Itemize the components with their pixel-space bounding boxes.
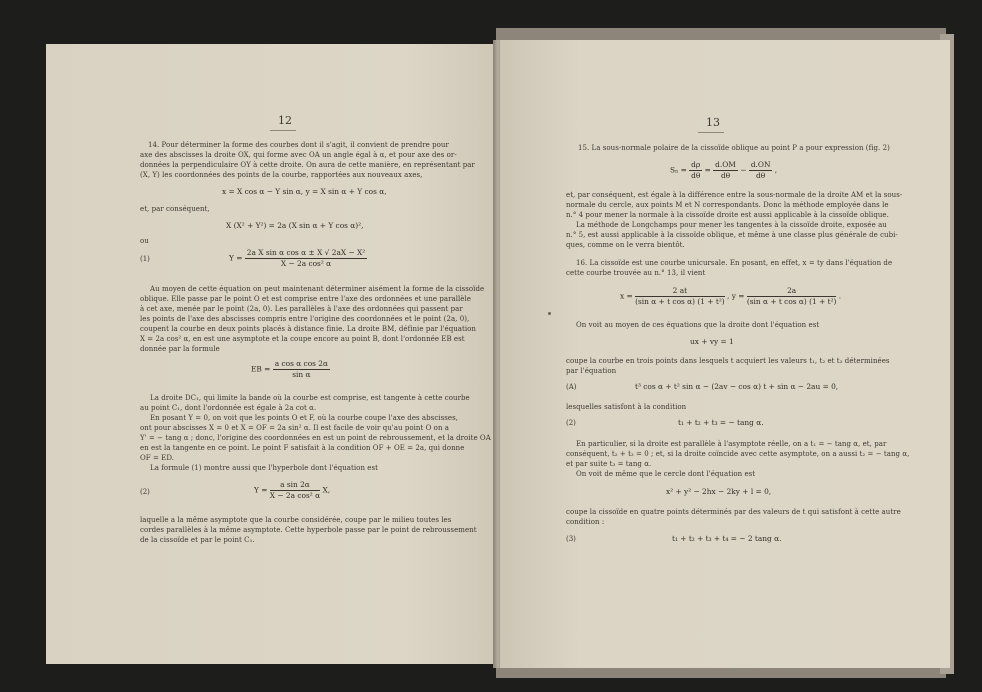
paragraph-line: cette courbe trouvée au n.° 13, il vient xyxy=(566,269,706,277)
equation-number-1: (1) xyxy=(140,255,150,263)
ink-spot xyxy=(548,312,551,315)
text-ou: ou xyxy=(140,237,149,245)
paragraph-line: ont pour abscisses X = 0 et X = OF = 2a sin² α. Il est facile de voir qu'au point O on a xyxy=(140,424,449,432)
page-number-left: 12 xyxy=(278,114,292,127)
paragraph-line: X = 2a cos² α, en est une asymptote et la coupe encore au point B, dont l'ordonnée EB est xyxy=(140,335,465,343)
paragraph-line: de la cissoïde et par le point C₁. xyxy=(140,536,255,544)
right-page xyxy=(500,40,950,668)
paragraph-line: et par suite t₃ = tang α. xyxy=(566,460,652,468)
paragraph-line: En particulier, si la droite est parallèle à l'asymptote réelle, on a t₁ = − tang α, et, par xyxy=(576,440,887,448)
equation-number-3: (3) xyxy=(566,535,576,543)
paragraph-line: les points de l'axe des abscisses compris entre l'origine des coordonnées et le point (2a, 0), xyxy=(140,315,470,323)
equation-cubic: X (X² + Y²) = 2a (X sin α + Y cos α)², xyxy=(226,221,364,230)
paragraph-line: n.° 4 pour mener la normale à la cissoïde droite est aussi applicable à la cissoïde oblique. xyxy=(566,211,889,219)
left-page xyxy=(46,44,496,664)
paragraph-line: La droite DC₁, qui limite la bande où la courbe est comprise, est tangente à cette courbe xyxy=(150,394,470,402)
paragraph-line: par l'équation xyxy=(566,367,617,375)
paragraph-line: à cet axe, menée par le point (2a, 0). Les parallèles à l'axe des ordonnées qui passent par xyxy=(140,305,463,313)
page-number-right: 13 xyxy=(706,116,720,129)
equation-line: ux + vy = 1 xyxy=(690,337,734,346)
paragraph-line: laquelle a la même asymptote que la courbe considérée, coupe par le milieu toutes les xyxy=(140,516,452,524)
paragraph-line: En posant Y = 0, on voit que les points O et F, où la courbe coupe l'axe des abscisses, xyxy=(150,414,458,422)
paragraph-line: Au moyen de cette équation on peut maintenant déterminer aisément la forme de la cissoïde xyxy=(150,285,485,293)
equation-sum-three: t₁ + t₂ + t₃ = − tang α. xyxy=(678,418,764,427)
paragraph-line: oblique. Elle passe par le point O et est comprise entre l'axe des ordonnées et une parallèle xyxy=(140,295,471,303)
equation-sum-four: t₁ + t₂ + t₃ + t₄ = − 2 tang α. xyxy=(672,534,782,543)
paragraph-line: Y' = − tang α ; donc, l'origine des coordonnées en est un point de rebroussement, et la droite OA xyxy=(140,434,491,442)
paragraph-line: coupe la courbe en trois points dans lesquels t acquiert les valeurs t₁, t₂ et t₃ déterminées xyxy=(566,357,890,365)
paragraph-line: coupe la cissoïde en quatre points déterminés par des valeurs de t qui satisfont à cette autre xyxy=(566,508,901,516)
paragraph-line: cordes parallèles à la même asymptote. Cette hyperbole passe par le point de rebroussement xyxy=(140,526,477,534)
paragraph-line: La méthode de Longchamps pour mener les tangentes à la cissoïde droite, exposée au xyxy=(576,221,887,229)
paragraph-line: et, par conséquent, est égale à la différence entre la sous-normale de la droite AM et la sous- xyxy=(566,191,903,199)
equation-transform: x = X cos α − Y sin α, y = X sin α + Y cos α, xyxy=(222,187,387,196)
paragraph-line: (X, Y) les coordonnées des points de la courbe, rapportées aux nouveaux axes, xyxy=(140,171,423,179)
paragraph-line: 15. La sous-normale polaire de la cissoïde oblique au point P a pour expression (fig. 2) xyxy=(578,144,890,152)
paragraph-line: 16. La cissoïde est une courbe unicursale. En posant, en effet, x = ty dans l'équation de xyxy=(576,259,893,267)
paragraph-line: lesquelles satisfont à la condition xyxy=(566,403,687,411)
paragraph-line: OF = ED. xyxy=(140,454,175,462)
paragraph-line: La formule (1) montre aussi que l'hyperbole dont l'équation est xyxy=(150,464,378,472)
equation-number-2: (2) xyxy=(140,488,150,496)
paragraph-line: ques, comme on le verra bientôt. xyxy=(566,241,685,249)
equation-2: Y = $\frac{\text{a sin 2α}}{\text{X − 2a cos² α}}$ X, xyxy=(254,480,331,500)
paragraph-line: 14. Pour déterminer la forme des courbes dont il s'agit, il convient de prendre pour xyxy=(148,141,449,149)
equation-eb: EB = $\frac{\text{a cos α cos 2α}}{\text{sin α}}$ xyxy=(251,359,328,379)
paragraph-line: normale du cercle, aux points M et N correspondants. Donc la méthode employée dans le xyxy=(566,201,889,209)
paragraph-line: On voit de même que le cercle dont l'équation est xyxy=(576,470,756,478)
paragraph-line: données la perpendiculaire OY à cette droite. On aura de cette manière, en représentant par xyxy=(140,161,475,169)
paragraph-line: au point C₁, dont l'ordonnée est égale à 2a cot α. xyxy=(140,404,317,412)
paragraph-line: axe des abscisses la droite OX, qui forme avec OA un angle égal à α, et pour axe des or- xyxy=(140,151,457,159)
paragraph-line: n.° 5, est aussi applicable à la cissoïde oblique, et même à une classe plus générale de cubi- xyxy=(566,231,898,239)
text-et-par-consequent: et, par conséquent, xyxy=(140,205,210,213)
paragraph-line: donnée par la formule xyxy=(140,345,220,353)
equation-circle: x² + y² − 2hx − 2ky + l = 0, xyxy=(666,487,772,496)
page-number-rule xyxy=(270,130,296,131)
paragraph-line: On voit au moyen de ces équations que la droite dont l'équation est xyxy=(576,321,820,329)
equation-parametric: x = $\frac{2 at}{\text{(sin α + t cos α) (1 + t²)}}$ , y = $\frac{2a}{\text{(sin α + t cos α) (1 + t²)}}$ . xyxy=(620,286,842,306)
paragraph-line: en est la tangente en ce point. Le point F satisfait à la condition OF + OE = 2a, qui donne xyxy=(140,444,465,452)
page-number-rule xyxy=(698,132,724,133)
paragraph-line: condition : xyxy=(566,518,605,526)
equation-1: Y = $\frac{\text{2a X sin α cos α ± X √ 2aX − X²}}{\text{X − 2a cos² α}}$ xyxy=(229,248,366,268)
equation-label-a: (A) xyxy=(566,383,577,391)
equation-a: t³ cos α + t² sin α − (2av − cos α) t + sin α − 2au = 0, xyxy=(635,382,839,391)
paragraph-line: conséquent, t₂ + t₃ = 0 ; et, si la droite coïncide avec cette asymptote, on a aussi t₂ = − tang α, xyxy=(566,450,910,458)
equation-subnormal: Sₙ = $\frac{d\rho}{d\theta}$ = $\frac{d.OM}{d\theta}$ − $\frac{d.ON}{d\theta}$ , xyxy=(670,160,778,180)
equation-number-2-right: (2) xyxy=(566,419,576,427)
paragraph-line: coupent la courbe en deux points placés à distance finie. La droite BM, définie par l'équation xyxy=(140,325,476,333)
